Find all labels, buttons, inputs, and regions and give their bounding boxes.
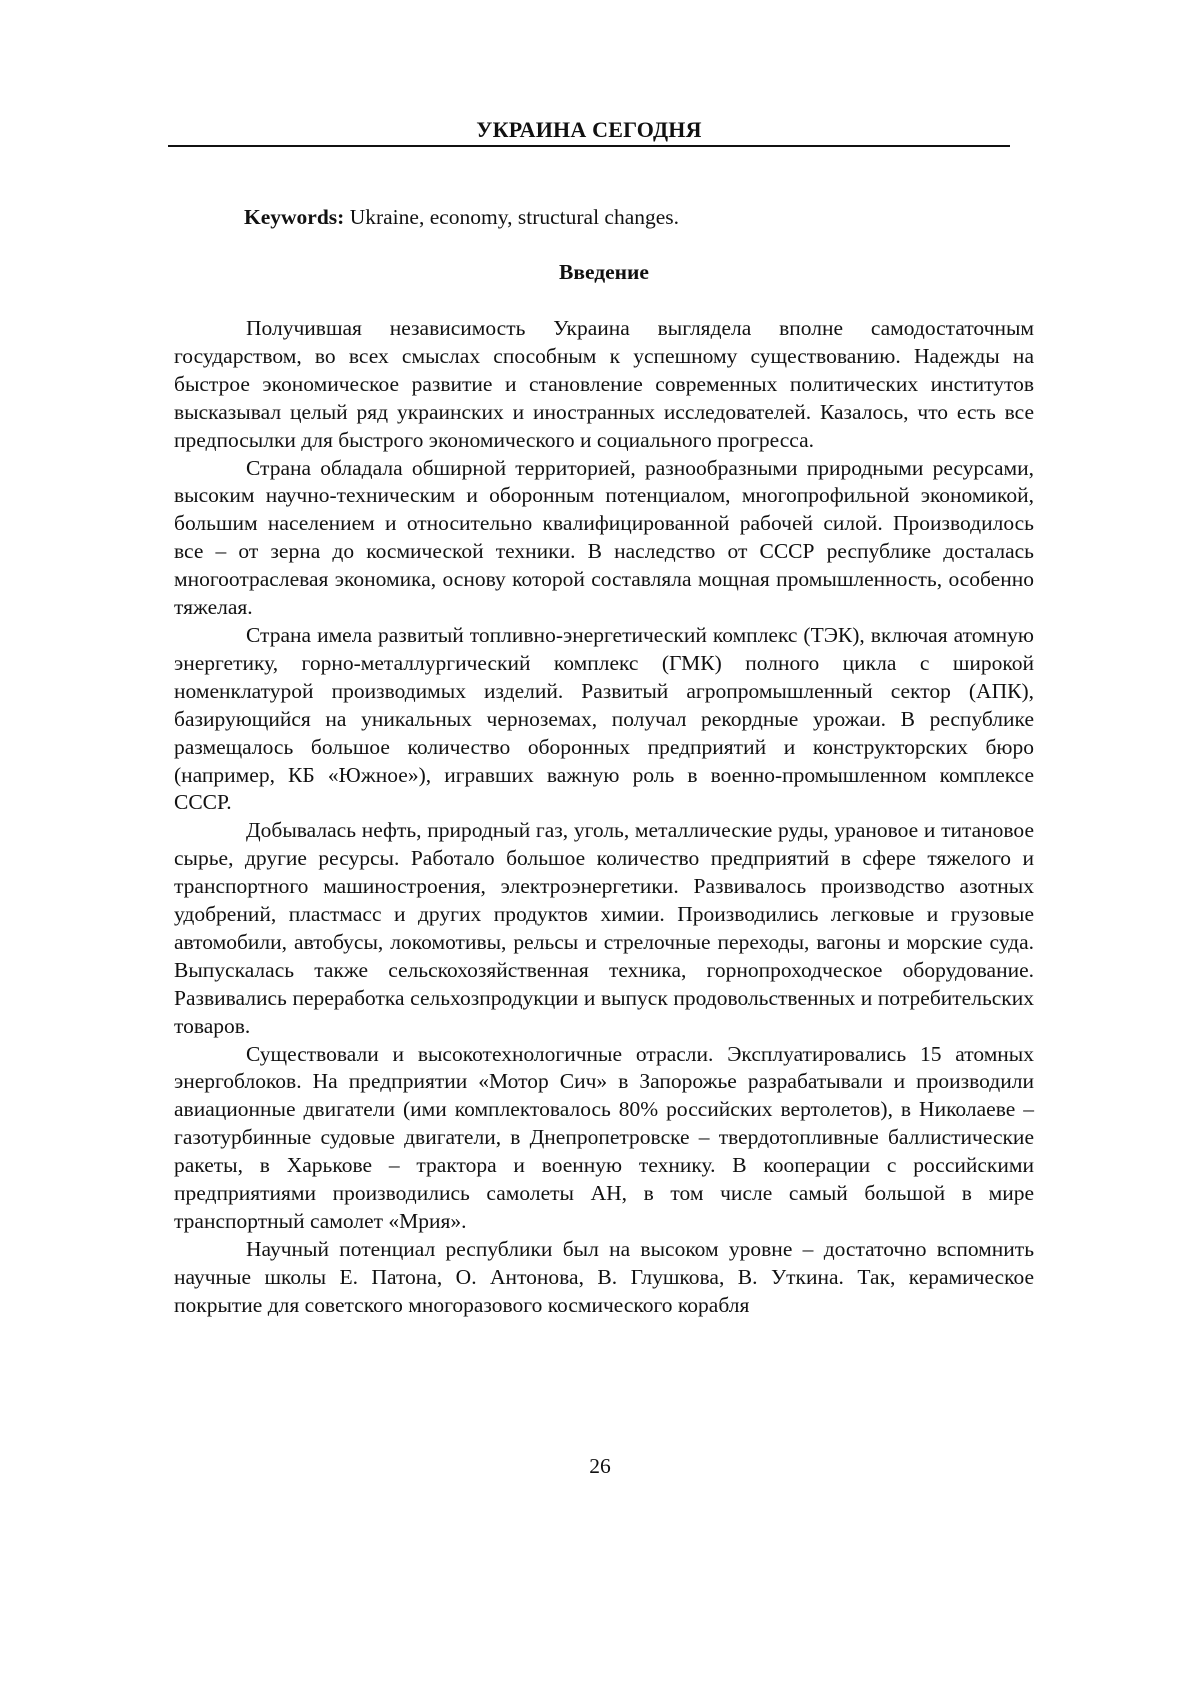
paragraph: Существовали и высокотехнологичные отрасли. Эксплуатировались 15 атомных энергоблоков. На предприятии «Мотор Сич» в Запорожье разрабатывали и производили авиационные двигатели (ими комплектовалось 80% российских вертолетов), в Николаеве – газотурбинные судовые двигатели, в Днепропетровске – твердотопливные баллистические ракеты, в Харькове – трактора и военную технику. В кооперации с российскими предприятиями производились самолеты АН, в том числе самый большой в мире транспортный самолет «Мрия». <box>174 1041 1034 1233</box>
keywords-text: Ukraine, economy, structural changes. <box>344 205 680 229</box>
body-text <box>174 315 1034 1320</box>
section-heading: Введение <box>559 260 649 284</box>
paragraph: Научный потенциал республики был на высоком уровне – достаточно вспомнить научные школы Е. Патона, О. Антонова, В. Глушкова, В. Уткина. Так, керамическое покрытие для советского многоразового космического корабля <box>174 1236 1034 1317</box>
keywords-label: Keywords: <box>244 205 345 229</box>
paragraph: Получившая независимость Украина выглядела вполне самодостаточным государством, во всех смыслах способным к успешному существованию. Надежды на быстрое экономическое развитие и становление современных политических институтов высказывал целый ряд украинских и иностранных исследователей. Казалось, что есть все предпосылки для быстрого экономического и социального прогресса. <box>174 316 1034 452</box>
keywords-line <box>244 203 679 231</box>
paragraph: Добывалась нефть, природный газ, уголь, металлические руды, урановое и титановое сырье, другие ресурсы. Работало большое количество предприятий в сфере тяжелого и транспортного машиностроения, электроэнергетики. Развивалось производство азотных удобрений, пластмасс и других продуктов химии. Производились легковые и грузовые автомобили, автобусы, локомотивы, рельсы и стрелочные переходы, вагоны и морские суда. Выпускалась также сельскохозяйственная техника, горнопроходческое оборудование. Развивались переработка сельхозпродукции и выпуск продовольственных и потребительских товаров. <box>174 818 1034 1038</box>
paragraph: Страна обладала обширной территорией, разнообразными природными ресурсами, высоким научно-техническим и оборонным потенциалом, многопрофильной экономикой, большим населением и относительно квалифицированной рабочей силой. Производилось все – от зерна до космической техники. В наследство от СССР республике досталась многоотраслевая экономика, основу которой составляла мощная промышленность, особенно тяжелая. <box>174 455 1034 620</box>
page-number: 26 <box>589 1454 611 1478</box>
running-header: УКРАИНА СЕГОДНЯ <box>476 117 702 142</box>
paragraph: Страна имела развитый топливно-энергетический комплекс (ТЭК), включая атомную энергетику, горно-металлургический комплекс (ГМК) полного цикла с широкой номенклатурой производимых изделий. Развитый агропромышленный сектор (АПК), базирующийся на уникальных черноземах, получал рекордные урожаи. В республике размещалось большое количество оборонных предприятий и конструкторских бюро (например, КБ «Южное»), игравших важную роль в военно-промышленном комплексе СССР. <box>174 622 1034 815</box>
header-rule <box>168 145 1010 147</box>
